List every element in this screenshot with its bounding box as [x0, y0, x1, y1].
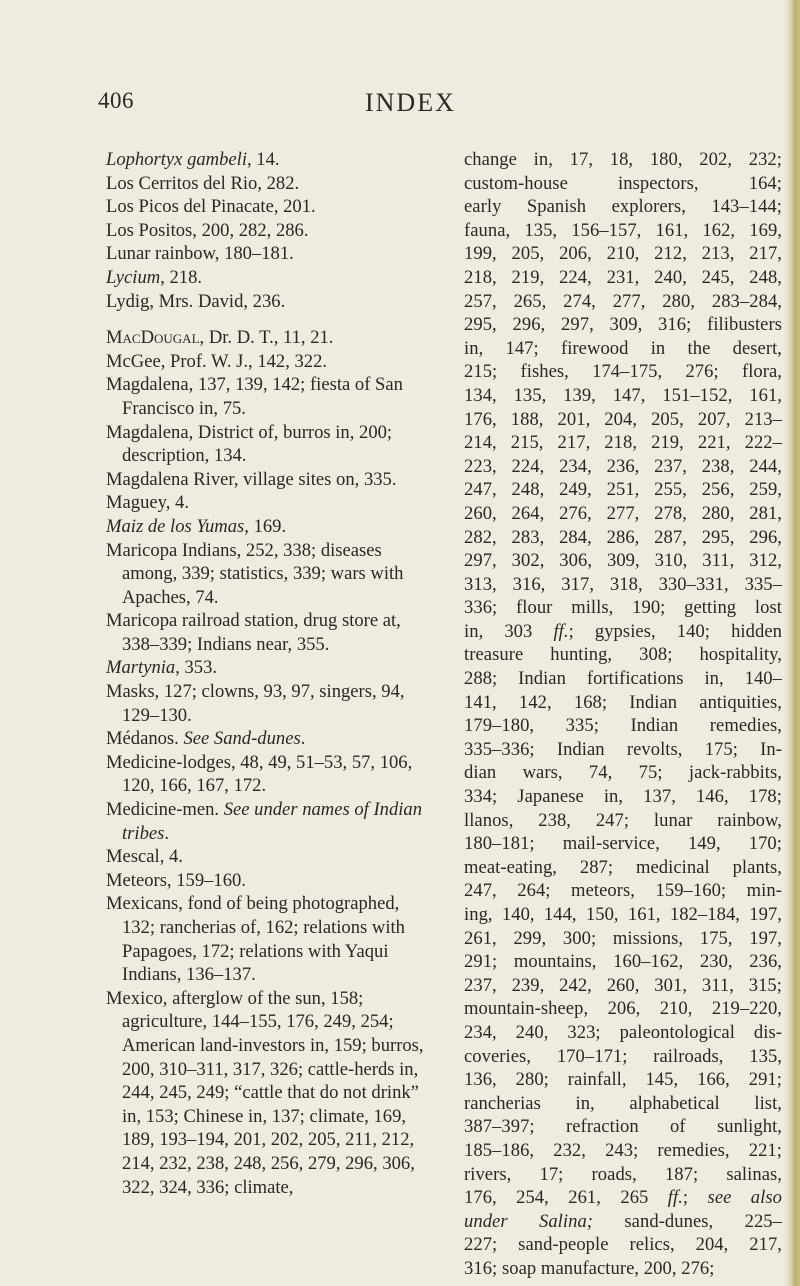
entry-text: 297, 302, 306, 309, 310, 311, 312,: [464, 550, 782, 572]
index-line: [464, 1257, 782, 1281]
index-entry: [106, 219, 428, 243]
entry-text: fauna, 135, 156–157, 161, 162, 169,: [464, 219, 782, 241]
index-entry: [106, 491, 428, 515]
index-line: [464, 950, 782, 974]
index-line: [464, 195, 782, 219]
index-line: [464, 809, 782, 833]
entry-text: coveries, 170–171; railroads, 135,: [464, 1045, 782, 1067]
italic-text: Maiz de los Yumas: [106, 515, 245, 537]
index-line: [464, 219, 782, 243]
index-line: [464, 172, 782, 196]
index-line: [464, 596, 782, 620]
index-line: [464, 408, 782, 432]
index-line: [464, 879, 782, 903]
index-line: [464, 1186, 782, 1210]
italic-text: Lycium: [106, 266, 161, 288]
entry-text: dian wars, 74, 75; jack-rabbits,: [464, 762, 782, 784]
index-entry: [106, 539, 428, 610]
page-number: 406: [98, 88, 134, 113]
entry-text: Magdalena, 137, 139, 142; fiesta of San Francisco in, 75.: [106, 374, 403, 419]
entry-text: Maguey, 4.: [106, 492, 189, 514]
entry-text: 288; Indian fortifications in, 140–: [464, 668, 782, 690]
entry-text: 316; soap manufacture, 200, 276;: [464, 1257, 715, 1279]
index-line: [464, 1021, 782, 1045]
index-line: [464, 549, 782, 573]
index-line: [464, 667, 782, 691]
entry-text: mountain-sheep, 206, 210, 219–220,: [464, 998, 782, 1020]
index-entry: [106, 845, 428, 869]
entry-text: 336; flour mills, 190; getting lost: [464, 597, 782, 619]
index-line: [464, 502, 782, 526]
entry-text: 134, 135, 139, 147, 151–152, 161,: [464, 384, 782, 406]
index-entry: [106, 148, 428, 172]
index-entry: [106, 751, 428, 798]
index-entry: [106, 987, 428, 1199]
entry-text: rancherias in, alphabetical list,: [464, 1092, 782, 1114]
index-entry: [106, 727, 428, 751]
entry-text: 237, 239, 242, 260, 301, 311, 315;: [464, 974, 782, 996]
entry-text: 313, 316, 317, 318, 330–331, 335–: [464, 573, 782, 595]
entry-text: 179–180, 335; Indian remedies,: [464, 715, 782, 737]
italic-text: Lophortyx gambeli: [106, 149, 247, 170]
entry-text: Mexicans, fond of being photographed, 132; rancherias of, 162; relations with Papagoes, 172; relations with Yaqui Indians, 136–137.: [106, 893, 405, 986]
index-line: [464, 455, 782, 479]
index-line: [464, 1068, 782, 1092]
entry-text: Medicine-men.: [106, 799, 224, 821]
entry-text: Los Cerritos del Rio, 282.: [106, 172, 300, 194]
entry-text: in, 147; firewood in the desert,: [464, 337, 782, 359]
entry-text: , 169.: [244, 515, 287, 537]
index-line: [464, 290, 782, 314]
entry-text: early Spanish explorers, 143–144;: [464, 196, 782, 218]
entry-text: 176, 188, 201, 204, 205, 207, 213–: [464, 408, 782, 430]
index-entry: [106, 373, 428, 420]
entry-text: 136, 280; rainfall, 145, 166, 291;: [464, 1069, 782, 1091]
index-entry: [106, 515, 428, 539]
italic-text: ff.: [667, 1187, 683, 1209]
index-line: [464, 1163, 782, 1187]
entry-text: Mescal, 4.: [106, 846, 183, 868]
italic-text: See under names of Indian tribes: [122, 799, 423, 844]
index-line: [464, 714, 782, 738]
index-line: [464, 997, 782, 1021]
index-line: [464, 691, 782, 715]
entry-text: 227; sand-people relics, 204, 217,: [464, 1234, 782, 1256]
index-entry: [106, 195, 428, 219]
entry-text: Maricopa Indians, 252, 338; diseases among, 339; statistics, 339; wars with Apaches, 74.: [106, 539, 404, 608]
entry-text: 291; mountains, 160–162, 230, 236,: [464, 951, 782, 973]
index-column-right: [464, 148, 782, 1281]
entry-text: 247, 264; meteors, 159–160; min-: [464, 880, 782, 902]
entry-text: , 14.: [247, 149, 280, 170]
index-line: [464, 384, 782, 408]
index-line: [464, 242, 782, 266]
entry-text: 257, 265, 274, 277, 280, 283–284,: [464, 290, 782, 312]
index-line: [464, 478, 782, 502]
entry-text: 180–181; mail-service, 149, 170;: [464, 833, 782, 855]
entry-text: Maricopa railroad station, drug store at, 338–339; Indians near, 355.: [106, 610, 401, 655]
entry-text: .: [300, 728, 306, 750]
entry-text: 387–397; refraction of sunlight,: [464, 1116, 782, 1138]
index-entry: [106, 242, 428, 266]
entry-text: Los Picos del Pinacate, 201.: [106, 196, 316, 218]
index-entry: [106, 892, 428, 986]
entry-text: 234, 240, 323; paleontological dis-: [464, 1021, 782, 1043]
index-line: [464, 620, 782, 644]
entry-text: custom-house inspectors, 164;: [464, 172, 782, 194]
index-line: [464, 313, 782, 337]
index-line: [464, 974, 782, 998]
index-entry: [106, 172, 428, 196]
index-line: [464, 148, 782, 172]
entry-text: sand-dunes, 225–: [593, 1210, 782, 1232]
smallcaps-text: MacDougal: [106, 327, 200, 349]
entry-text: 282, 283, 284, 286, 287, 295, 296,: [464, 526, 782, 548]
entry-text: , 218.: [160, 266, 203, 288]
entry-text: 176, 254, 261, 265: [464, 1187, 668, 1209]
entry-text: 215; fishes, 174–175, 276; flora,: [464, 361, 782, 383]
entry-text: rivers, 17; roads, 187; salinas,: [464, 1163, 782, 1185]
entry-text: 199, 205, 206, 210, 212, 213, 217,: [464, 243, 782, 265]
entry-text: Lydig, Mrs. David, 236.: [106, 290, 286, 312]
index-line: [464, 360, 782, 384]
entry-text: Magdalena River, village sites on, 335.: [106, 468, 397, 490]
entry-text: meat-eating, 287; medicinal plants,: [464, 856, 782, 878]
entry-text: 223, 224, 234, 236, 237, 238, 244,: [464, 455, 782, 477]
index-line: [464, 1115, 782, 1139]
index-line: [464, 337, 782, 361]
index-line: [464, 643, 782, 667]
entry-text: Magdalena, District of, burros in, 200; description, 134.: [106, 421, 393, 467]
index-entry: [106, 680, 428, 727]
running-head: INDEX: [365, 88, 456, 117]
index-line: [464, 1139, 782, 1163]
index-column-left: [106, 148, 428, 1199]
index-line: [464, 738, 782, 762]
entry-text: treasure hunting, 308; hospitality,: [464, 644, 782, 666]
entry-text: llanos, 238, 247; lunar rainbow,: [464, 809, 782, 831]
entry-text: 247, 248, 249, 251, 255, 256, 259,: [464, 479, 782, 501]
entry-text: .: [164, 822, 170, 844]
index-entry: [106, 266, 428, 290]
index-line: [464, 785, 782, 809]
entry-text: 218, 219, 224, 231, 240, 245, 248,: [464, 266, 782, 288]
italic-text: see also: [707, 1187, 782, 1209]
index-line: [464, 266, 782, 290]
index-line: [464, 431, 782, 455]
index-entry: [106, 468, 428, 492]
italic-text: under Salina;: [464, 1210, 594, 1232]
entry-text: 334; Japanese in, 137, 146, 178;: [464, 786, 782, 808]
index-entry: [106, 326, 428, 350]
entry-text: change in, 17, 18, 180, 202, 232;: [464, 149, 782, 170]
index-entry: [106, 290, 428, 314]
italic-text: ff.: [553, 620, 569, 642]
entry-text: in, 303: [464, 620, 554, 642]
index-line: [464, 1233, 782, 1257]
entry-text: 214, 215, 217, 218, 219, 221, 222–: [464, 432, 782, 454]
page-edge: [784, 0, 800, 1286]
entry-text: McGee, Prof. W. J., 142, 322.: [106, 350, 328, 372]
index-line: [464, 761, 782, 785]
entry-text: , Dr. D. T., 11, 21.: [199, 327, 334, 349]
entry-text: ;: [682, 1187, 708, 1209]
entry-text: Médanos.: [106, 728, 184, 750]
index-entry: [106, 656, 428, 680]
index-line: [464, 903, 782, 927]
index-line: [464, 1045, 782, 1069]
index-entry: [106, 421, 428, 468]
index-line: [464, 1210, 782, 1234]
entry-text: 141, 142, 168; Indian antiquities,: [464, 691, 782, 713]
italic-text: See Sand-dunes: [183, 728, 301, 750]
entry-text: 261, 299, 300; missions, 175, 197,: [464, 927, 782, 949]
entry-text: 185–186, 232, 243; remedies, 221;: [464, 1139, 782, 1161]
index-entry: [106, 798, 428, 845]
index-line: [464, 573, 782, 597]
index-line: [464, 856, 782, 880]
index-entry: [106, 350, 428, 374]
entry-text: ; gypsies, 140; hidden: [568, 620, 782, 642]
index-line: [464, 1092, 782, 1116]
entry-text: Medicine-lodges, 48, 49, 51–53, 57, 106, 120, 166, 167, 172.: [106, 751, 413, 797]
index-line: [464, 927, 782, 951]
entry-text: 260, 264, 276, 277, 278, 280, 281,: [464, 502, 782, 524]
index-line: [464, 832, 782, 856]
italic-text: Martynia: [106, 657, 176, 679]
entry-text: Masks, 127; clowns, 93, 97, singers, 94, 129–130.: [106, 681, 405, 726]
index-line: [464, 526, 782, 550]
page-header: [0, 88, 800, 124]
entry-text: , 353.: [175, 657, 218, 679]
entry-text: 335–336; Indian revolts, 175; In-: [464, 738, 782, 760]
entry-text: Los Positos, 200, 282, 286.: [106, 219, 309, 241]
entry-text: Meteors, 159–160.: [106, 869, 246, 891]
entry-text: Mexico, afterglow of the sun, 158; agriculture, 144–155, 176, 249, 254; American land-investors in, 159; burros, 200, 310–311, 317, 326; cattle-herds in, 244, 245, 249; “cattle that do not drink” in, 153; Chinese in, 137; climate, 169, 189, 193–194, 201, 202, 205, 211, 212, 214, 232, 238, 248, 256, 279, 296, 306, 322, 324, 336; climate,: [106, 987, 424, 1198]
entry-text: ing, 140, 144, 150, 161, 182–184, 197,: [464, 904, 782, 925]
entry-text: Lunar rainbow, 180–181.: [106, 243, 294, 265]
entry-text: 295, 296, 297, 309, 316; filibusters: [464, 314, 782, 336]
index-entry: [106, 869, 428, 893]
index-entry: [106, 609, 428, 656]
